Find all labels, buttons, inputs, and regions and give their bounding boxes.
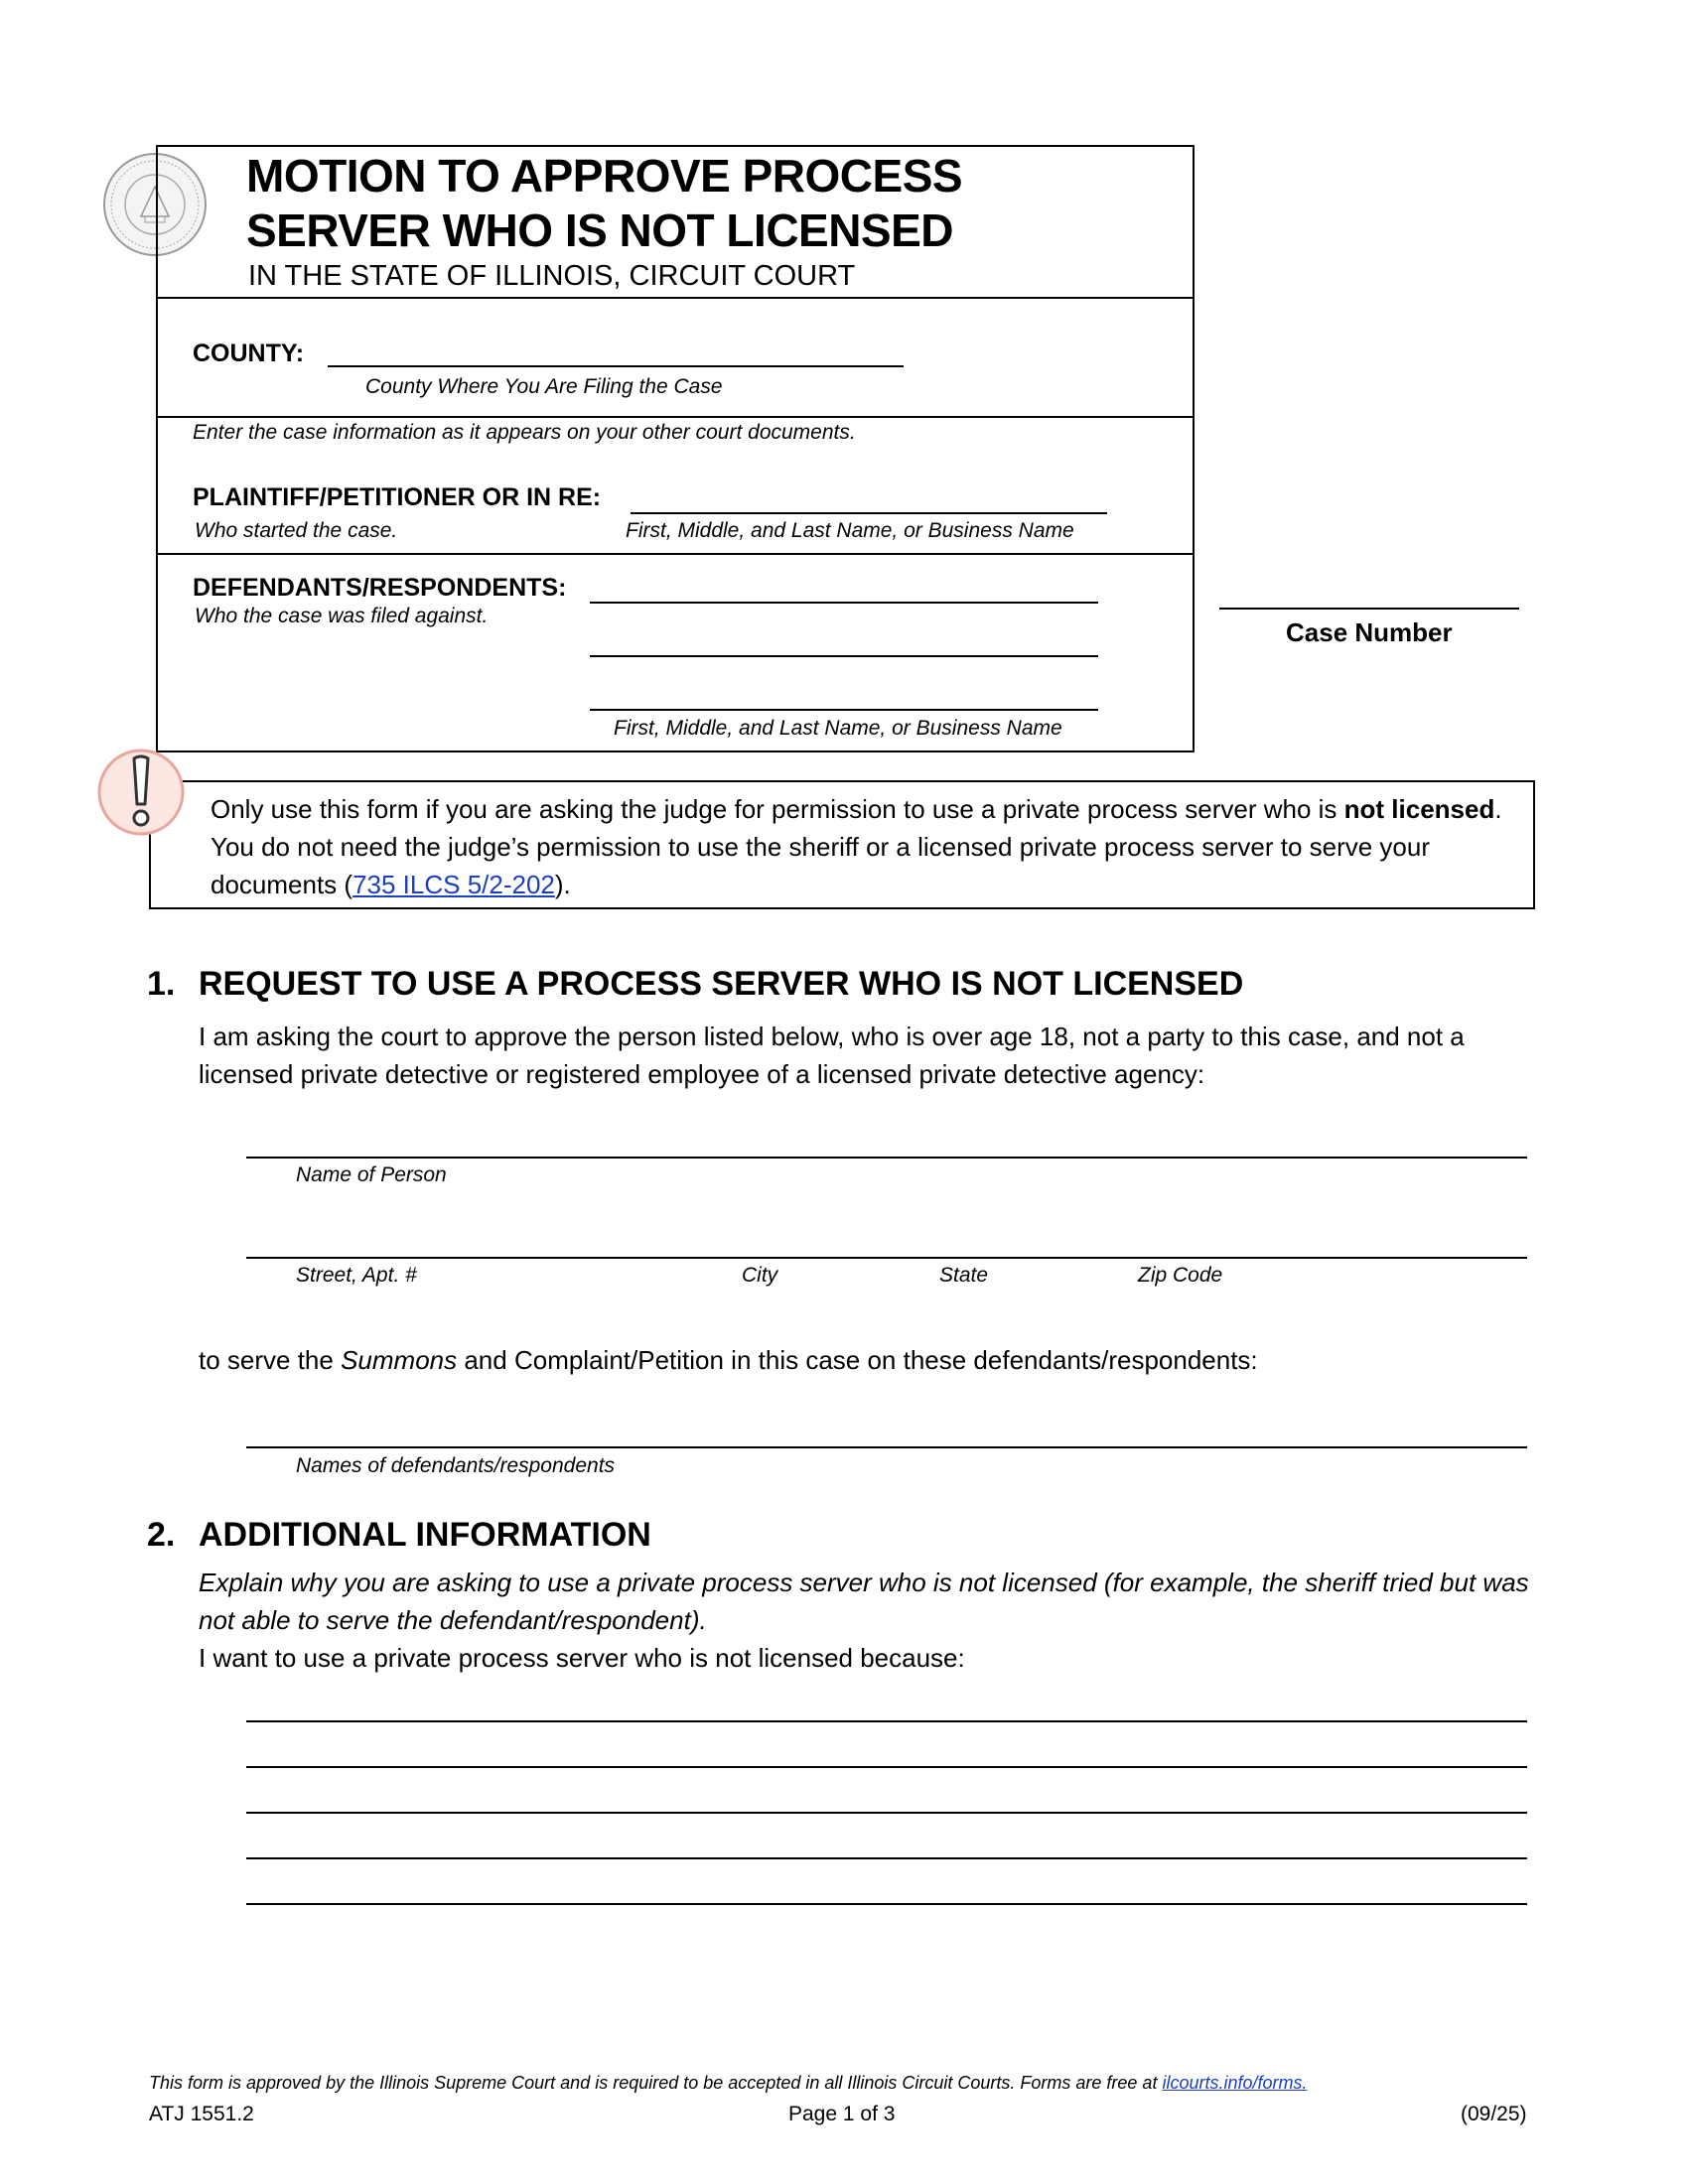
street-caption: Street, Apt. # <box>296 1264 417 1287</box>
footer-approval: This form is approved by the Illinois Supreme Court and is required to be accepted in all Illinois Circuit Courts. Forms are free at ilcourts.info/forms. <box>149 2073 1308 2093</box>
defendants-label: DEFENDANTS/RESPONDENTS: <box>193 574 567 602</box>
county-label: COUNTY: <box>193 340 305 367</box>
plaintiff-caption: First, Middle, and Last Name, or Business Name <box>626 519 1074 542</box>
form-id: ATJ 1551.2 <box>149 2103 254 2125</box>
reason-line-3[interactable] <box>246 1812 1527 1814</box>
statute-link[interactable]: 735 ILCS 5/2-202 <box>352 870 555 899</box>
section1-body: I am asking the court to approve the person listed below, who is over age 18, not a party to this case, and not a licensed private detective or registered employee of a licensed private detective agency: <box>199 1022 1465 1089</box>
defendant-input-3[interactable] <box>590 709 1098 711</box>
page-number: Page 1 of 3 <box>788 2103 896 2125</box>
reason-line-1[interactable] <box>246 1720 1527 1722</box>
section2-title: ADDITIONAL INFORMATION <box>199 1516 651 1554</box>
defendants-names-input[interactable] <box>246 1446 1527 1448</box>
section2-instruction: Explain why you are asking to use a private process server who is not licensed (for example, the sheriff tried but was not able to serve the defendant/respondent). <box>199 1568 1529 1635</box>
case-number-label: Case Number <box>1286 617 1453 647</box>
reason-line-5[interactable] <box>246 1903 1527 1905</box>
person-address-input[interactable] <box>246 1257 1527 1259</box>
city-caption: City <box>742 1264 778 1287</box>
divider <box>156 553 1195 555</box>
form-date: (09/25) <box>1461 2103 1527 2125</box>
court-subtitle: IN THE STATE OF ILLINOIS, CIRCUIT COURT <box>248 260 856 292</box>
defendants-names-caption: Names of defendants/respondents <box>296 1454 616 1477</box>
notice-text: Only use this form if you are asking the judge for permission to use a private process server who is not licensed. You do not need the judge’s permission to use the sheriff or a licensed private process server to serve your documents (735 ILCS 5/2-202). <box>211 794 1502 899</box>
forms-link[interactable]: ilcourts.info/forms. <box>1162 2073 1308 2093</box>
defendants-hint: Who the case was filed against. <box>195 605 489 627</box>
section1-number: 1. <box>147 965 176 1003</box>
county-caption: County Where You Are Filing the Case <box>365 375 723 398</box>
section2-lead: I want to use a private process server who is not licensed because: <box>199 1643 965 1673</box>
person-name-caption: Name of Person <box>296 1163 447 1186</box>
reason-line-2[interactable] <box>246 1766 1527 1768</box>
serve-text: to serve the Summons and Complaint/Petition in this case on these defendants/respondents: <box>199 1345 1258 1375</box>
defendant-input-1[interactable] <box>590 602 1098 604</box>
plaintiff-input[interactable] <box>631 512 1107 514</box>
section2-number: 2. <box>147 1516 176 1554</box>
form-title: MOTION TO APPROVE PROCESS SERVER WHO IS NOT LICENSED <box>246 150 963 256</box>
section1-title: REQUEST TO USE A PROCESS SERVER WHO IS NOT LICENSED <box>199 965 1244 1003</box>
zip-caption: Zip Code <box>1138 1264 1223 1287</box>
alert-icon <box>95 747 187 838</box>
case-number-input[interactable] <box>1219 608 1519 610</box>
county-input[interactable] <box>328 365 904 367</box>
defendants-caption: First, Middle, and Last Name, or Business Name <box>614 717 1062 740</box>
plaintiff-label: PLAINTIFF/PETITIONER OR IN RE: <box>193 483 602 511</box>
state-caption: State <box>939 1264 989 1287</box>
person-name-input[interactable] <box>246 1157 1527 1159</box>
defendant-input-2[interactable] <box>590 655 1098 657</box>
reason-line-4[interactable] <box>246 1857 1527 1859</box>
divider <box>156 297 1195 299</box>
plaintiff-hint: Who started the case. <box>195 519 398 542</box>
divider <box>156 416 1195 418</box>
case-info-instruction: Enter the case information as it appears on your other court documents. <box>193 421 856 444</box>
